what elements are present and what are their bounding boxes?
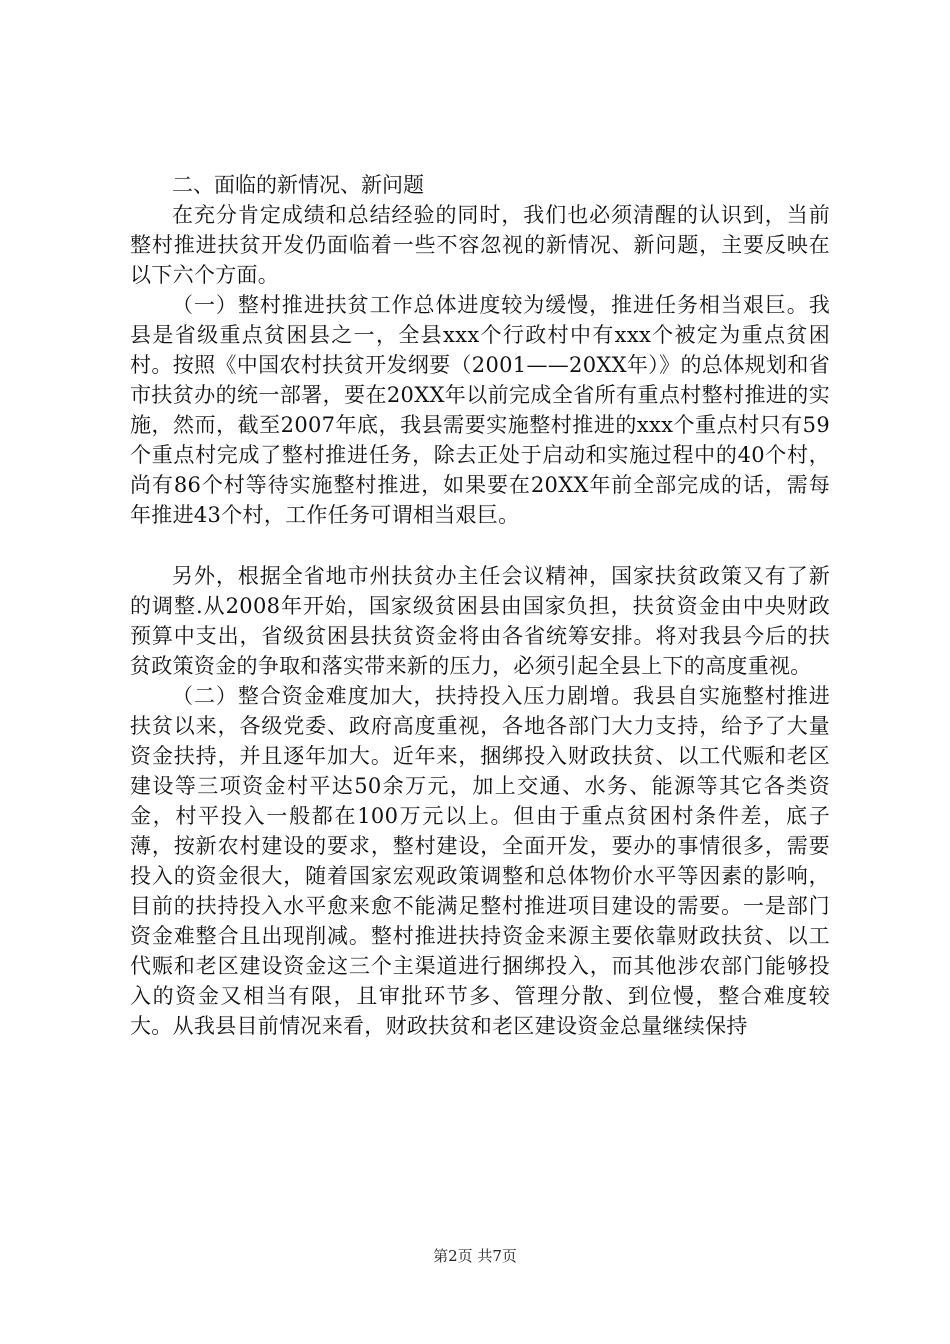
page-number: 第2页 共7页 — [433, 1247, 517, 1265]
paragraph-policy-change: 另外，根据全省地市州扶贫办主任会议精神，国家扶贫政策又有了新的调整.从2008年开始，国家级贫困县由国家负担，扶贫资金由中央财政预算中支出，省级贫困县扶贫资金将由各省统筹安排。将对我县今后的扶贫政策资金的争取和落实带来新的压力，必须引起全县上下的高度重视。 — [130, 564, 830, 678]
paragraph-intro: 在充分肯定成绩和总结经验的同时，我们也必须清醒的认识到，当前整村推进扶贫开发仍面临着一些不容忽视的新情况、新问题，主要反映在以下六个方面。 — [130, 203, 830, 287]
section-heading: 二、面临的新情况、新问题 — [172, 173, 424, 197]
document-body — [130, 170, 830, 1041]
paragraph-item-2: （二）整合资金难度加大，扶持投入压力剧增。我县自实施整村推进扶贫以来，各级党委、政府高度重视，各地各部门大力支持，给予了大量资金扶持，并且逐年加大。近年来，捆绑投入财政扶贫、以工代赈和老区建设等三项资金村平达50余万元，加上交通、水务、能源等其它各类资金，村平投入一般都在100万元以上。但由于重点贫困村条件差，底子薄，按新农村建设的要求，整村建设，全面开发，要办的事情很多，需要投入的资金很大，随着国家宏观政策调整和总体物价水平等因素的影响，目前的扶持投入水平愈来愈不能满足整村推进项目建设的需要。一是部门资金难整合且出现削减。整村推进扶持资金来源主要依靠财政扶贫、以工代赈和老区建设资金这三个主渠道进行捆绑投入，而其他涉农部门能够投入的资金又相当有限，且审批环节多、管理分散、到位慢，整合难度较大。从我县目前情况来看，财政扶贫和老区建设资金总量继续保持 — [130, 684, 830, 1038]
paragraph-gap — [130, 530, 830, 561]
paragraph-item-1: （一）整村推进扶贫工作总体进度较为缓慢，推进任务相当艰巨。我县是省级重点贫困县之一，全县xxx个行政村中有xxx个被定为重点贫困村。按照《中国农村扶贫开发纲要（2001——20XX年）》的总体规划和省市扶贫办的统一部署，要在20XX年以前完成全省所有重点村整村推进的实施，然而，截至2007年底，我县需要实施整村推进的xxx个重点村只有59个重点村完成了整村推进任务，除去正处于启动和实施过程中的40个村，尚有86个村等待实施整村推进，如果要在20XX年前全部完成的话，需每年推进43个村，工作任务可谓相当艰巨。 — [130, 293, 830, 527]
